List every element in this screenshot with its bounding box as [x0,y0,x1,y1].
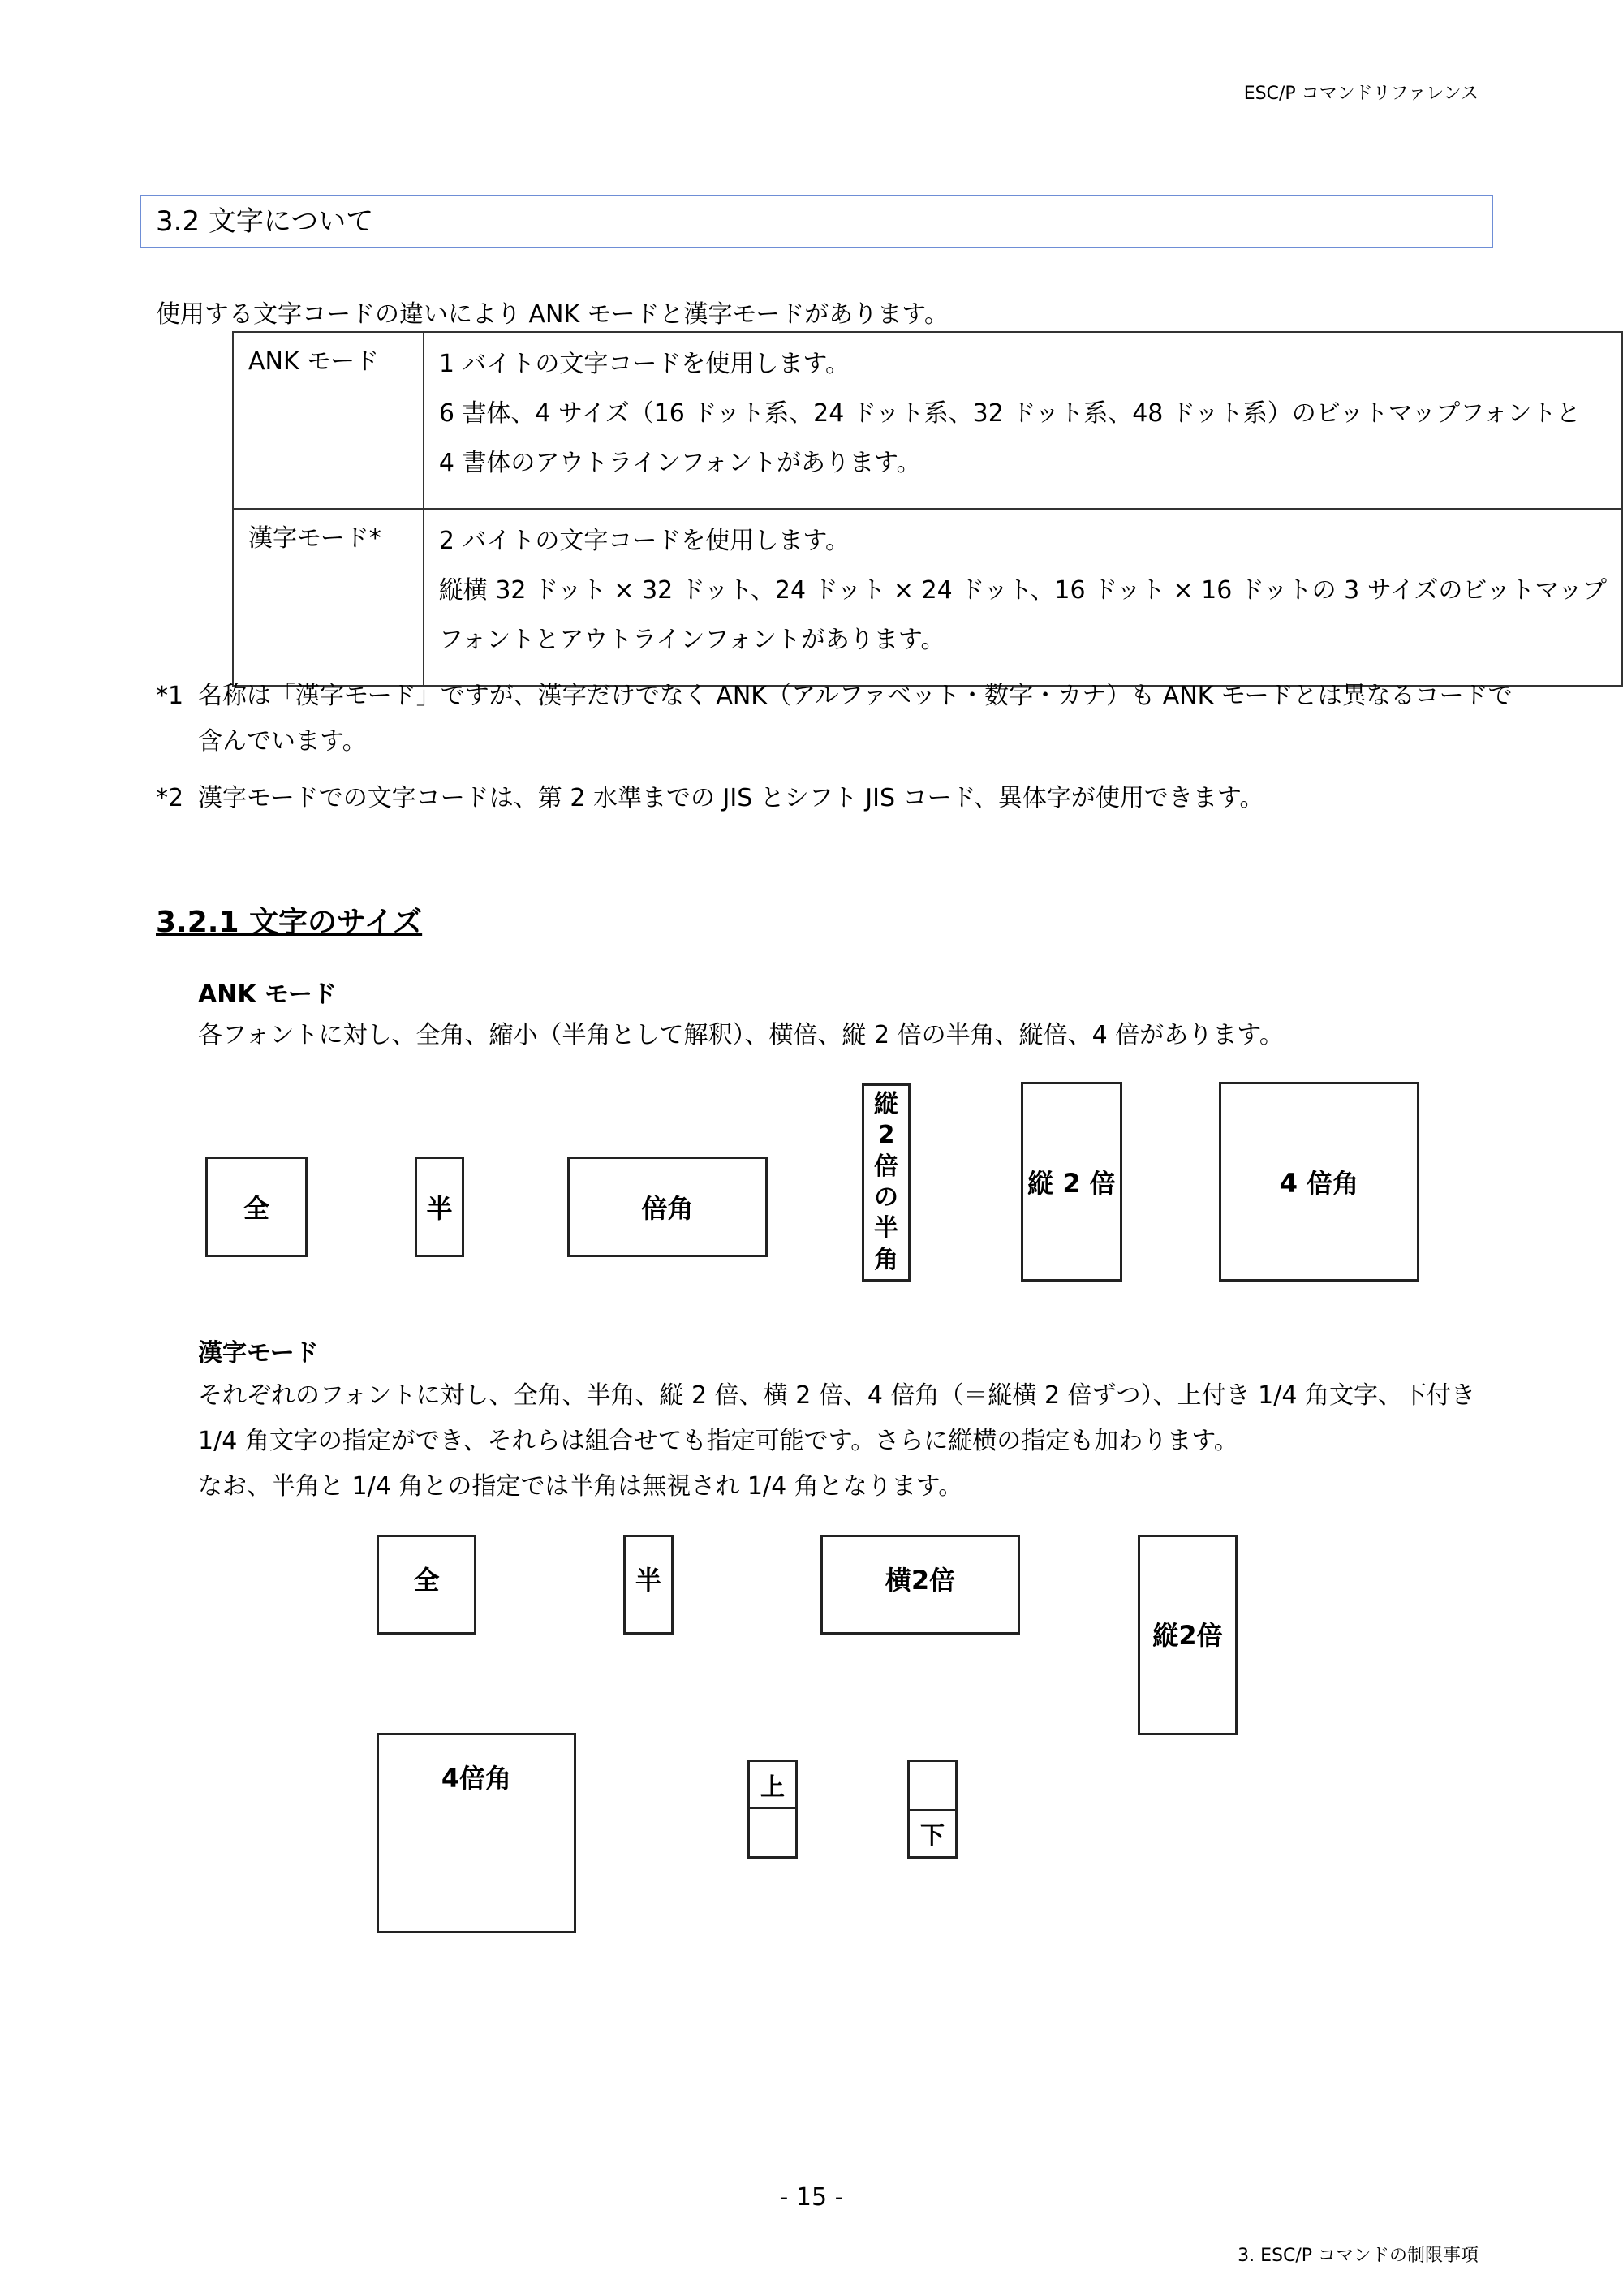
subscript-glyph: 下 [910,1809,955,1856]
kanji-tall-box: 縦2倍 [1138,1535,1238,1735]
ank-half-box: 半 [415,1157,464,1257]
kanji-heading: 漢字モード [198,1339,319,1368]
page-number: - 15 - [779,2183,844,2212]
ank-text: 各フォントに対し、全角、縮小（半角として解釈）、横倍、縦 2 倍の半角、縦倍、4 倍があります。 [198,1021,1284,1049]
kanji-text-line: それぞれのフォントに対し、全角、半角、縦 2 倍、横 2 倍、4 倍角（＝縦横 2 倍ずつ）、上付き 1/4 角文字、下付き [198,1381,1475,1410]
kanji-text-line: 1/4 角文字の指定ができ、それらは組合せても指定可能です。さらに縦横の指定も加わります。 [198,1427,1238,1455]
description-line: 1 バイトの文字コードを使用します。 [438,350,850,378]
footnote-text: 名称は「漢字モード」ですが、漢字だけでなく ANK（アルファベット・数字・カナ）も ANK モードとは異なるコードで [198,682,1513,710]
mode-description [424,332,1622,509]
box-glyph: 半 [874,1214,898,1243]
mode-table [232,331,1623,687]
ank-quad-box: 4 倍角 [1219,1082,1419,1282]
ank-tall-half-box [862,1083,911,1282]
table-row [233,509,1622,686]
footnote-mark: *1 [156,682,184,710]
section-heading: 3.2 文字について [140,195,1493,248]
kanji-superscript-box [747,1760,798,1859]
intro-text: 使用する文字コードの違いにより ANK モードと漢字モードがあります。 [156,300,949,329]
chapter-footer: 3. ESC/P コマンドの制限事項 [1238,2246,1479,2266]
ank-full-box: 全 [205,1157,308,1257]
box-glyph: 縦 [874,1090,898,1119]
box-glyph: の [874,1183,898,1213]
footnote-mark: *2 [156,784,184,812]
footnote-text: 漢字モードでの文字コードは、第 2 水準までの JIS とシフト JIS コード、異体字が使用できます。 [198,784,1264,812]
description-line: フォントとアウトラインフォントがあります。 [438,626,945,654]
ank-tall-box: 縦 2 倍 [1021,1082,1122,1282]
ank-heading: ANK モード [198,980,337,1009]
kanji-wide-box: 横2倍 [820,1535,1020,1635]
kanji-subscript-box [907,1760,958,1859]
kanji-text [198,1373,1475,1510]
subsection-heading: 3.2.1 文字のサイズ [156,906,423,939]
description-line: 4 書体のアウトラインフォントがあります。 [438,449,921,477]
ank-wide-box: 倍角 [567,1157,768,1257]
footnote-text: 含んでいます。 [198,727,367,756]
running-header: ESC/P コマンドリファレンス [1243,84,1479,104]
footnote-1 [156,674,1513,765]
box-glyph: 2 [877,1121,895,1150]
mode-label: 漢字モード* [233,509,424,686]
description-line: 2 バイトの文字コードを使用します。 [438,527,850,555]
footnote-2 [156,776,1264,821]
superscript-glyph: 上 [750,1762,795,1809]
kanji-full-box: 全 [377,1535,476,1635]
table-row [233,332,1622,509]
kanji-text-line: なお、半角と 1/4 角との指定では半角は無視され 1/4 角となります。 [198,1472,963,1501]
description-line: 縦横 32 ドット × 32 ドット、24 ドット × 24 ドット、16 ドット × 16 ドットの 3 サイズのビットマップ [438,576,1607,605]
box-glyph: 倍 [874,1152,898,1181]
kanji-half-box: 半 [623,1535,674,1635]
mode-description [424,509,1622,686]
box-glyph: 角 [874,1245,898,1274]
description-line: 6 書体、4 サイズ（16 ドット系、24 ドット系、32 ドット系、48 ドット系）のビットマップフォントと [438,399,1581,428]
mode-label: ANK モード [233,332,424,509]
kanji-quad-box: 4倍角 [377,1733,576,1933]
